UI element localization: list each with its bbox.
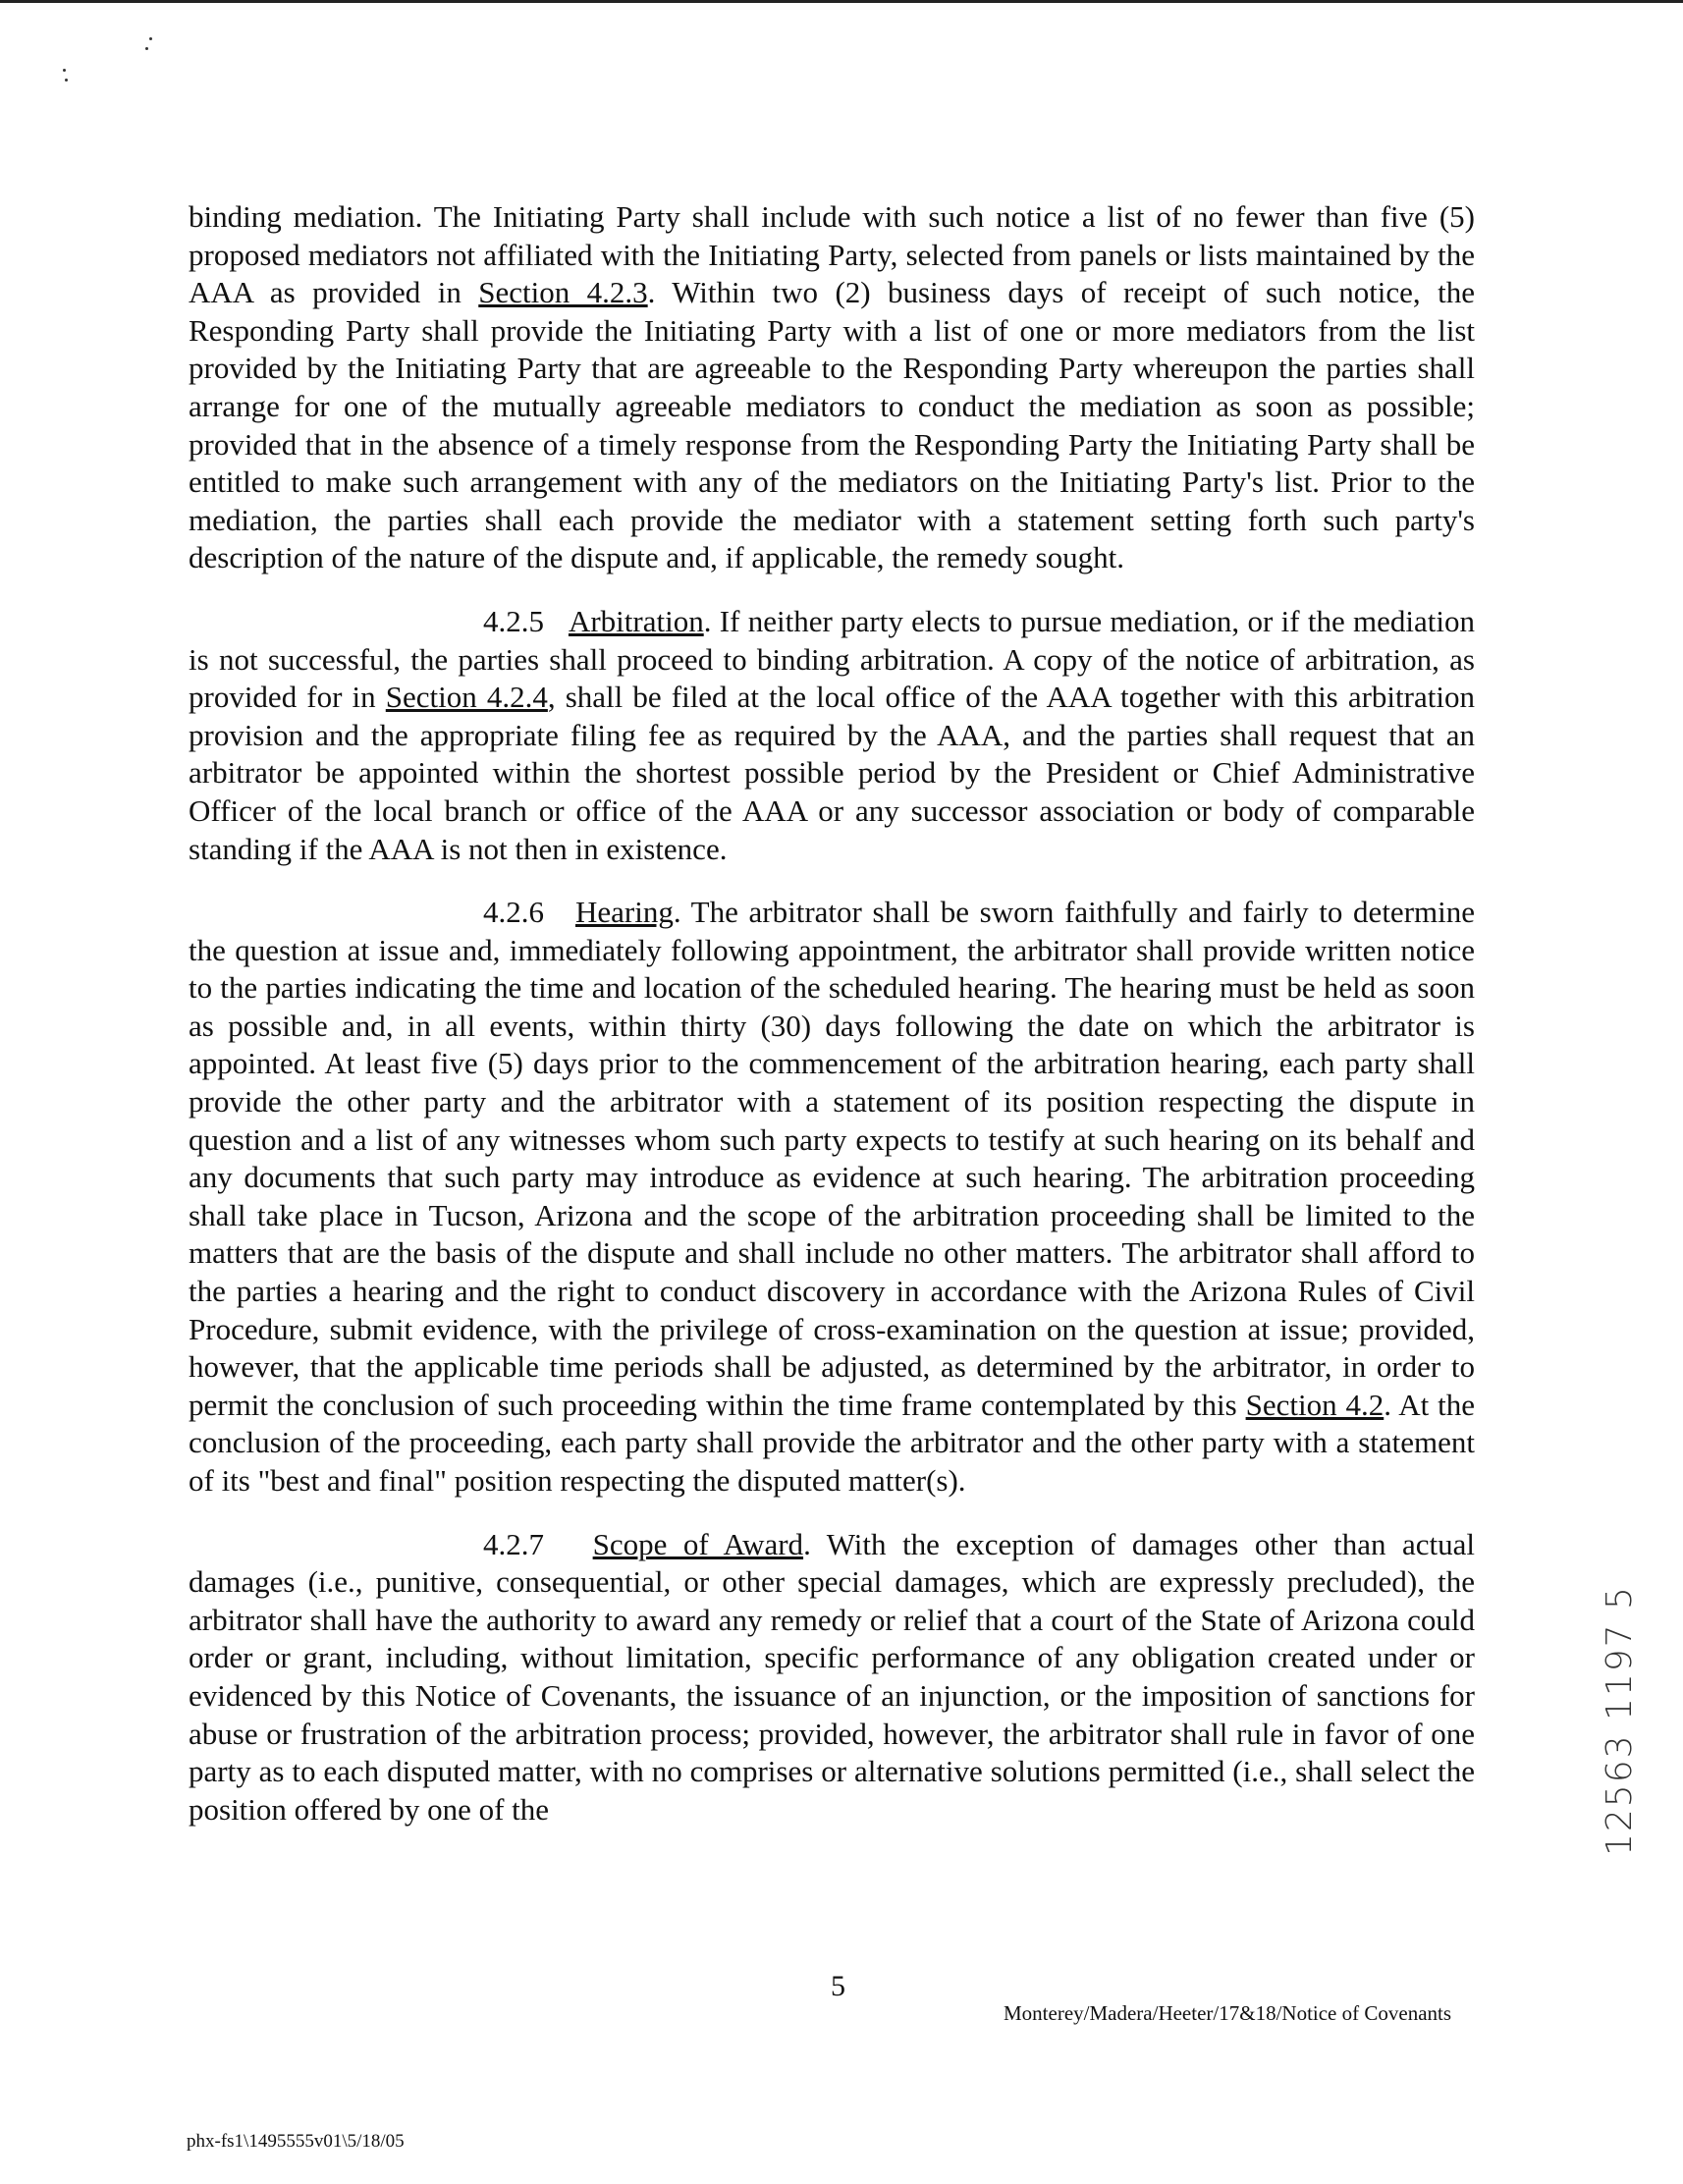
paragraph-text: . If neither party elects to pursue mediation, or if the mediation is not successful, the parties shall proceed to binding arbitration. A copy of the notice of arbitration, as provided for in (189, 603, 1475, 715)
section-4-2-5 (189, 603, 1475, 868)
section-4-2-6 (189, 894, 1475, 1501)
paragraph-text: . With the exception of damages other than actual damages (i.e., punitive, consequential, or other special damages, which are expressly precluded), the arbitrator shall have the authority to award any remedy or relief that a court of the State of Arizona could order or grant, including, without limitation, specific performance of any obligation created under or evidenced by this Notice of Covenants, the issuance of an injunction, or the imposition of sanctions for abuse or frustration of the arbitration process; provided, however, the arbitrator shall rule in favor of one party as to each disputed matter, with no comprises or alternative solutions permitted (i.e., shall select the position offered by one of the (189, 1526, 1475, 1827)
section-heading: Scope of Award (592, 1526, 804, 1561)
scan-speck (149, 37, 152, 40)
scan-top-edge (0, 0, 1683, 3)
paragraph-text: binding mediation. The Initiating Party shall include with such notice a list of no fewer than five (5) proposed mediators not affiliated with the Initiating Party, selected from panels or lists maintained by the AAA as provided in (189, 199, 1475, 310)
paragraph-mediation (189, 198, 1475, 577)
document-id: phx-fs1\1495555v01\5/18/05 (187, 2131, 405, 2152)
scan-speck (63, 69, 66, 72)
section-reference: Section 4.2.4 (385, 680, 548, 715)
scan-speck (145, 47, 148, 50)
section-number: 4.2.7 (483, 1526, 544, 1561)
section-heading: Hearing (574, 895, 674, 930)
section-4-2-7 (189, 1526, 1475, 1829)
section-number: 4.2.6 (483, 895, 544, 930)
paragraph-text: . At the conclusion of the proceeding, each party shall provide the arbitrator and the other party with a statement of its "best and final" position respecting the disputed matter(s). (189, 1387, 1475, 1498)
paragraph-text: . The arbitrator shall be sworn faithfully and fairly to determine the question at issue and, immediately following appointment, the arbitrator shall provide written notice to the parties indicating the time and location of the scheduled hearing. The hearing must be held as soon as possible and, in all events, within thirty (30) days following the date on which the arbitrator is appointed. At least five (5) days prior to the commencement of the arbitration hearing, each party shall provide the other party and the arbitrator with a statement of its position respecting the dispute in question and a list of any witnesses whom such party expects to testify at such hearing on its behalf and any documents that such party may introduce as evidence at such hearing. The arbitration proceeding shall take place in Tucson, Arizona and the scope of the arbitration proceeding shall be limited to the matters that are the basis of the dispute and shall include no other matters. The arbitrator shall afford to the parties a hearing and the right to conduct discovery in accordance with the Arizona Rules of Civil Procedure, submit evidence, with the privilege of cross-examination on the question at issue; provided, however, that the applicable time periods shall be adjusted, as determined by the arbitrator, in order to permit the conclusion of such proceeding within the time frame contemplated by this (189, 895, 1475, 1422)
paragraph-text: , shall be filed at the local office of the AAA together with this arbitration provision and the appropriate filing fee as required by the AAA, and the parties shall request that an arbitrator be appointed within the shortest possible period by the President or Chief Administrative Officer of the local branch or office of the AAA or any successor association or body of comparable standing if the AAA is not then in existence. (189, 680, 1475, 866)
paragraph-text: . Within two (2) business days of receipt of such notice, the Responding Party shall provide the Initiating Party with a list of one or more mediators from the list provided by the Initiating Party that are agreeable to the Responding Party whereupon the parties shall arrange for one of the mutually agreeable mediators to conduct the mediation as soon as possible; provided that in the absence of a timely response from the Responding Party the Initiating Party shall be entitled to make such arrangement with any of the mediators on the Initiating Party's list. Prior to the mediation, the parties shall each provide the mediator with a statement setting forth such party's description of the nature of the dispute and, if applicable, the remedy sought. (189, 275, 1475, 575)
section-heading: Arbitration (568, 603, 704, 638)
section-reference: Section 4.2.3 (478, 275, 648, 310)
section-reference: Section 4.2 (1245, 1387, 1384, 1422)
recording-stamp: 12563 1197 5 (1600, 1585, 1640, 1856)
section-number: 4.2.5 (483, 603, 544, 638)
scan-speck (65, 79, 68, 82)
footer-reference: Monterey/Madera/Heeter/17&18/Notice of Covenants (1004, 2001, 1452, 2025)
document-body (189, 198, 1475, 1854)
page-number: 5 (831, 1970, 845, 2002)
